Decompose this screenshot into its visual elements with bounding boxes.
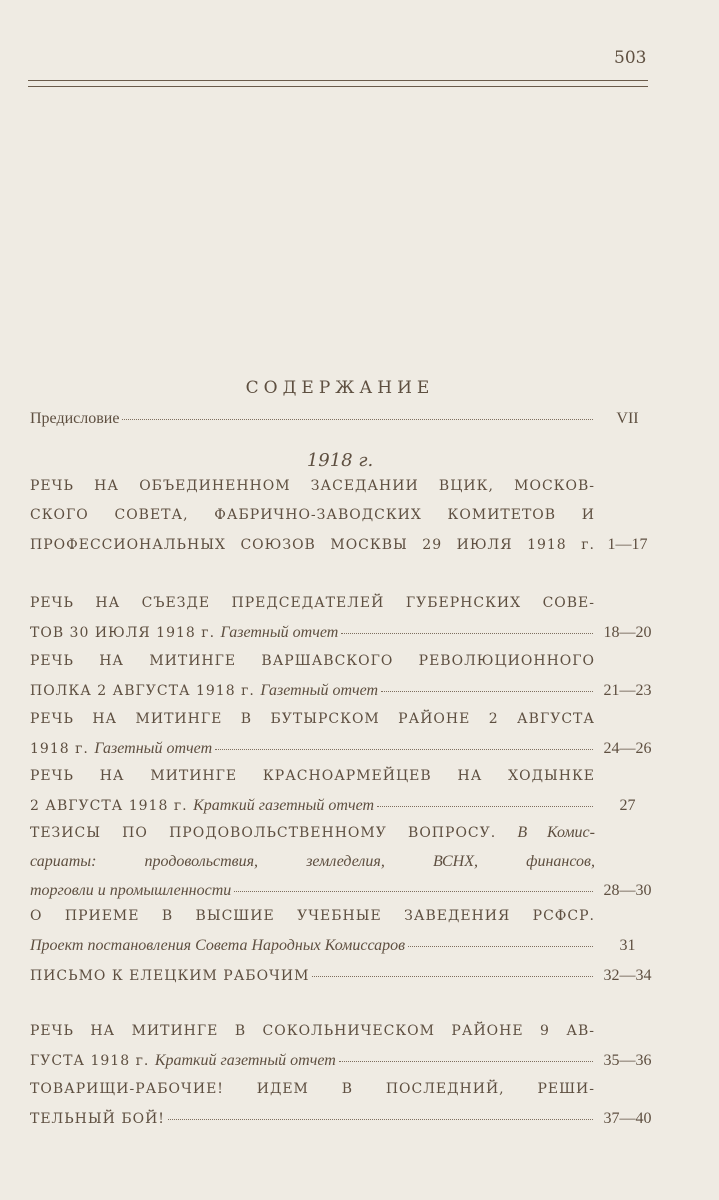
toc-entry-preface xyxy=(30,410,660,439)
entry-line xyxy=(30,711,595,727)
entry-title: ТОВАРИЩИ-РАБОЧИЕ! ИДЕМ В ПОСЛЕДНИЙ, РЕШИ- xyxy=(30,1081,595,1097)
leader-dots xyxy=(312,976,593,977)
entry-pages: 37—40 xyxy=(603,1110,652,1127)
entry-line xyxy=(30,537,595,553)
toc-entry xyxy=(30,711,660,769)
entry-title: ТЕЛЬНЫЙ БОЙ! xyxy=(30,1111,165,1127)
entry-line xyxy=(30,1081,595,1097)
entry-pages: 31 xyxy=(619,937,636,954)
leader-dots xyxy=(168,1119,593,1120)
entry-title: О ПРИЕМЕ В ВЫСШИЕ УЧЕБНЫЕ ЗАВЕДЕНИЯ РСФСР. xyxy=(30,908,595,924)
entry-title: 1918 г. xyxy=(30,741,95,757)
entry-line xyxy=(30,797,595,815)
entry-pages: 35—36 xyxy=(603,1052,652,1069)
entry-subtitle: Газетный отчет xyxy=(220,624,339,641)
entry-line xyxy=(30,478,595,494)
entry-pages: 32—34 xyxy=(603,967,652,984)
leader-dots xyxy=(341,633,593,634)
entry-line xyxy=(30,882,595,900)
entry-title: РЕЧЬ НА МИТИНГЕ ВАРШАВСКОГО РЕВОЛЮЦИОННОГО xyxy=(30,653,595,669)
entry-line xyxy=(30,824,595,842)
entry-line xyxy=(30,968,595,984)
entry-subtitle: В Комис- xyxy=(517,824,595,841)
toc-entry xyxy=(30,595,660,653)
entry-subtitle: Краткий газетный отчет xyxy=(193,797,375,814)
entry-title: ПИСЬМО К ЕЛЕЦКИМ РАБОЧИМ xyxy=(30,968,310,984)
toc-entry xyxy=(30,653,660,711)
entry-pages: 24—26 xyxy=(603,740,652,757)
entry-title: ПРОФЕССИОНАЛЬНЫХ СОЮЗОВ МОСКВЫ 29 ИЮЛЯ 1918 г. xyxy=(30,537,595,553)
entry-subtitle: торговли и промышленности xyxy=(30,882,232,899)
entry-line xyxy=(30,1023,595,1039)
entry-line xyxy=(30,740,595,758)
entry-title: СКОГО СОВЕТА, ФАБРИЧНО-ЗАВОДСКИХ КОМИТЕТОВ И xyxy=(30,507,595,523)
entry-title: ПОЛКА 2 АВГУСТА 1918 г. xyxy=(30,683,261,699)
toc-entry xyxy=(30,824,660,911)
entry-pages: 28—30 xyxy=(603,882,652,899)
entry-pages: 21—23 xyxy=(603,682,652,699)
toc-entry xyxy=(30,908,660,966)
entry-line xyxy=(30,507,595,523)
leader-dots xyxy=(215,749,593,750)
leader-dots xyxy=(381,691,593,692)
leader-dots xyxy=(408,946,593,947)
entry-title: РЕЧЬ НА ОБЪЕДИНЕННОМ ЗАСЕДАНИИ ВЦИК, МОСКОВ- xyxy=(30,478,595,494)
entry-title: 2 АВГУСТА 1918 г. xyxy=(30,798,194,814)
header-rule-bottom xyxy=(28,86,648,87)
entry-line xyxy=(30,853,595,871)
header-rule-top xyxy=(28,80,648,81)
entry-line xyxy=(30,653,595,669)
toc-entry xyxy=(30,768,660,826)
entry-line xyxy=(30,624,595,642)
entry-subtitle: Проект постановления Совета Народных Комиссаров xyxy=(30,937,406,954)
entry-title: РЕЧЬ НА МИТИНГЕ В БУТЫРСКОМ РАЙОНЕ 2 АВГУСТА xyxy=(30,711,595,727)
entry-title: ТЕЗИСЫ ПО ПРОДОВОЛЬСТВЕННОМУ ВОПРОСУ. xyxy=(30,825,518,841)
entry-pages: 27 xyxy=(619,797,636,814)
year-heading: 1918 г. xyxy=(306,450,374,471)
contents-title: СОДЕРЖАНИЕ xyxy=(245,378,435,398)
leader-dots xyxy=(234,891,593,892)
toc-entry xyxy=(30,1023,660,1081)
entry-title: РЕЧЬ НА МИТИНГЕ В СОКОЛЬНИЧЕСКОМ РАЙОНЕ 9 АВ- xyxy=(30,1023,595,1039)
entry-pages: 1—17 xyxy=(607,536,648,553)
entry-line xyxy=(30,682,595,700)
toc-entry xyxy=(30,967,660,996)
leader-dots xyxy=(339,1061,593,1062)
entry-line xyxy=(30,768,595,784)
entry-line xyxy=(30,1052,595,1070)
entry-line xyxy=(30,937,595,955)
entry-subtitle: сариаты: продовольствия, земледелия, ВСНХ, финансов, xyxy=(30,853,595,870)
entry-line xyxy=(30,908,595,924)
entry-title: РЕЧЬ НА СЪЕЗДЕ ПРЕДСЕДАТЕЛЕЙ ГУБЕРНСКИХ СОВЕ- xyxy=(30,595,595,611)
entry-pages: 18—20 xyxy=(603,624,652,641)
leader-dots xyxy=(377,806,593,807)
leader-dots xyxy=(122,419,593,420)
toc-entry xyxy=(30,478,660,565)
entry-title: ГУСТА 1918 г. xyxy=(30,1053,155,1069)
preface-label: Предисловие xyxy=(30,410,120,427)
page-number: 503 xyxy=(614,48,647,68)
entry-subtitle: Краткий газетный отчет xyxy=(154,1052,336,1069)
preface-pages: VII xyxy=(616,410,639,427)
entry-line xyxy=(30,595,595,611)
entry-line xyxy=(30,1111,595,1127)
entry-title: РЕЧЬ НА МИТИНГЕ КРАСНОАРМЕЙЦЕВ НА ХОДЫНКЕ xyxy=(30,768,595,784)
entry-title: ТОВ 30 ИЮЛЯ 1918 г. xyxy=(30,625,221,641)
entry-subtitle: Газетный отчет xyxy=(94,740,213,757)
entry-subtitle: Газетный отчет xyxy=(260,682,379,699)
toc-entry xyxy=(30,1081,660,1139)
